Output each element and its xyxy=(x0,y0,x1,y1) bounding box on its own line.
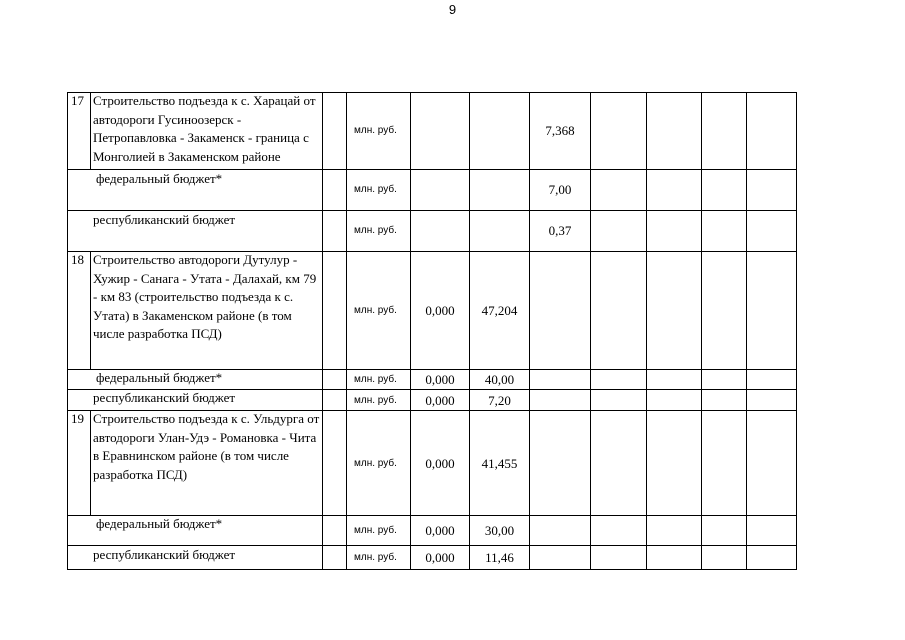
subrow-label: республиканский бюджет xyxy=(93,212,236,227)
unit-cell: млн. руб. xyxy=(354,395,397,406)
value-cell: 0,000 xyxy=(425,372,455,387)
unit-cell: млн. руб. xyxy=(354,552,397,563)
unit-cell: млн. руб. xyxy=(354,225,397,236)
row-description: Строительство автодороги Дутулур - Хужир - Санага - Утата - Далахай, км 79 - км 83 (строительство подъезда к с. Утата) в Закаменском районе (в том числе разработка ПСД) xyxy=(93,252,317,341)
subrow-label: федеральный бюджет* xyxy=(96,516,223,531)
unit-cell: млн. руб. xyxy=(354,458,397,469)
col-border xyxy=(90,92,91,170)
subrow-label: республиканский бюджет xyxy=(93,547,236,562)
col-border xyxy=(346,92,347,570)
row-description: Строительство подъезда к с. Харацай от автодороги Гусиноозерск - Петропавловка - Закаменск - граница с Монголией в Закаменском районе xyxy=(93,93,316,164)
row-border xyxy=(67,545,797,546)
value-cell: 0,37 xyxy=(548,223,572,238)
col-border xyxy=(90,251,91,370)
subrow-label: федеральный бюджет* xyxy=(96,370,223,385)
unit-cell: млн. руб. xyxy=(354,184,397,195)
unit-cell: млн. руб. xyxy=(354,125,397,136)
page-number: 9 xyxy=(448,2,457,17)
row-number: 18 xyxy=(71,252,84,267)
value-cell: 47,204 xyxy=(481,303,518,318)
col-border xyxy=(529,92,530,570)
col-border xyxy=(701,92,702,570)
row-border xyxy=(67,569,797,570)
value-cell: 0,000 xyxy=(425,523,455,538)
col-border xyxy=(90,410,91,516)
unit-cell: млн. руб. xyxy=(354,525,397,536)
value-cell: 7,368 xyxy=(545,123,575,138)
value-cell: 0,000 xyxy=(425,456,455,471)
value-cell: 0,000 xyxy=(425,393,455,408)
row-border xyxy=(67,169,797,170)
col-border xyxy=(322,92,323,570)
row-border xyxy=(67,210,797,211)
value-cell: 7,00 xyxy=(548,182,572,197)
value-cell: 7,20 xyxy=(488,393,511,408)
col-border xyxy=(796,92,797,570)
row-number: 17 xyxy=(71,93,84,108)
value-cell: 40,00 xyxy=(484,372,515,387)
subrow-label: республиканский бюджет xyxy=(93,390,236,405)
col-border xyxy=(469,92,470,570)
value-cell: 41,455 xyxy=(481,456,518,471)
value-cell: 11,46 xyxy=(485,550,514,565)
col-border xyxy=(410,92,411,570)
row-number: 19 xyxy=(71,411,84,426)
col-border xyxy=(646,92,647,570)
row-description: Строительство подъезда к с. Ульдурга от автодороги Улан-Удэ - Романовка - Чита в Еравнинском районе (в том числе разработка ПСД) xyxy=(93,411,320,482)
col-border xyxy=(590,92,591,570)
col-border xyxy=(746,92,747,570)
unit-cell: млн. руб. xyxy=(354,305,397,316)
unit-cell: млн. руб. xyxy=(354,374,397,385)
value-cell: 30,00 xyxy=(484,523,515,538)
value-cell: 0,000 xyxy=(425,550,455,565)
col-border xyxy=(67,92,68,570)
subrow-label: федеральный бюджет* xyxy=(96,171,223,186)
value-cell: 0,000 xyxy=(425,303,455,318)
